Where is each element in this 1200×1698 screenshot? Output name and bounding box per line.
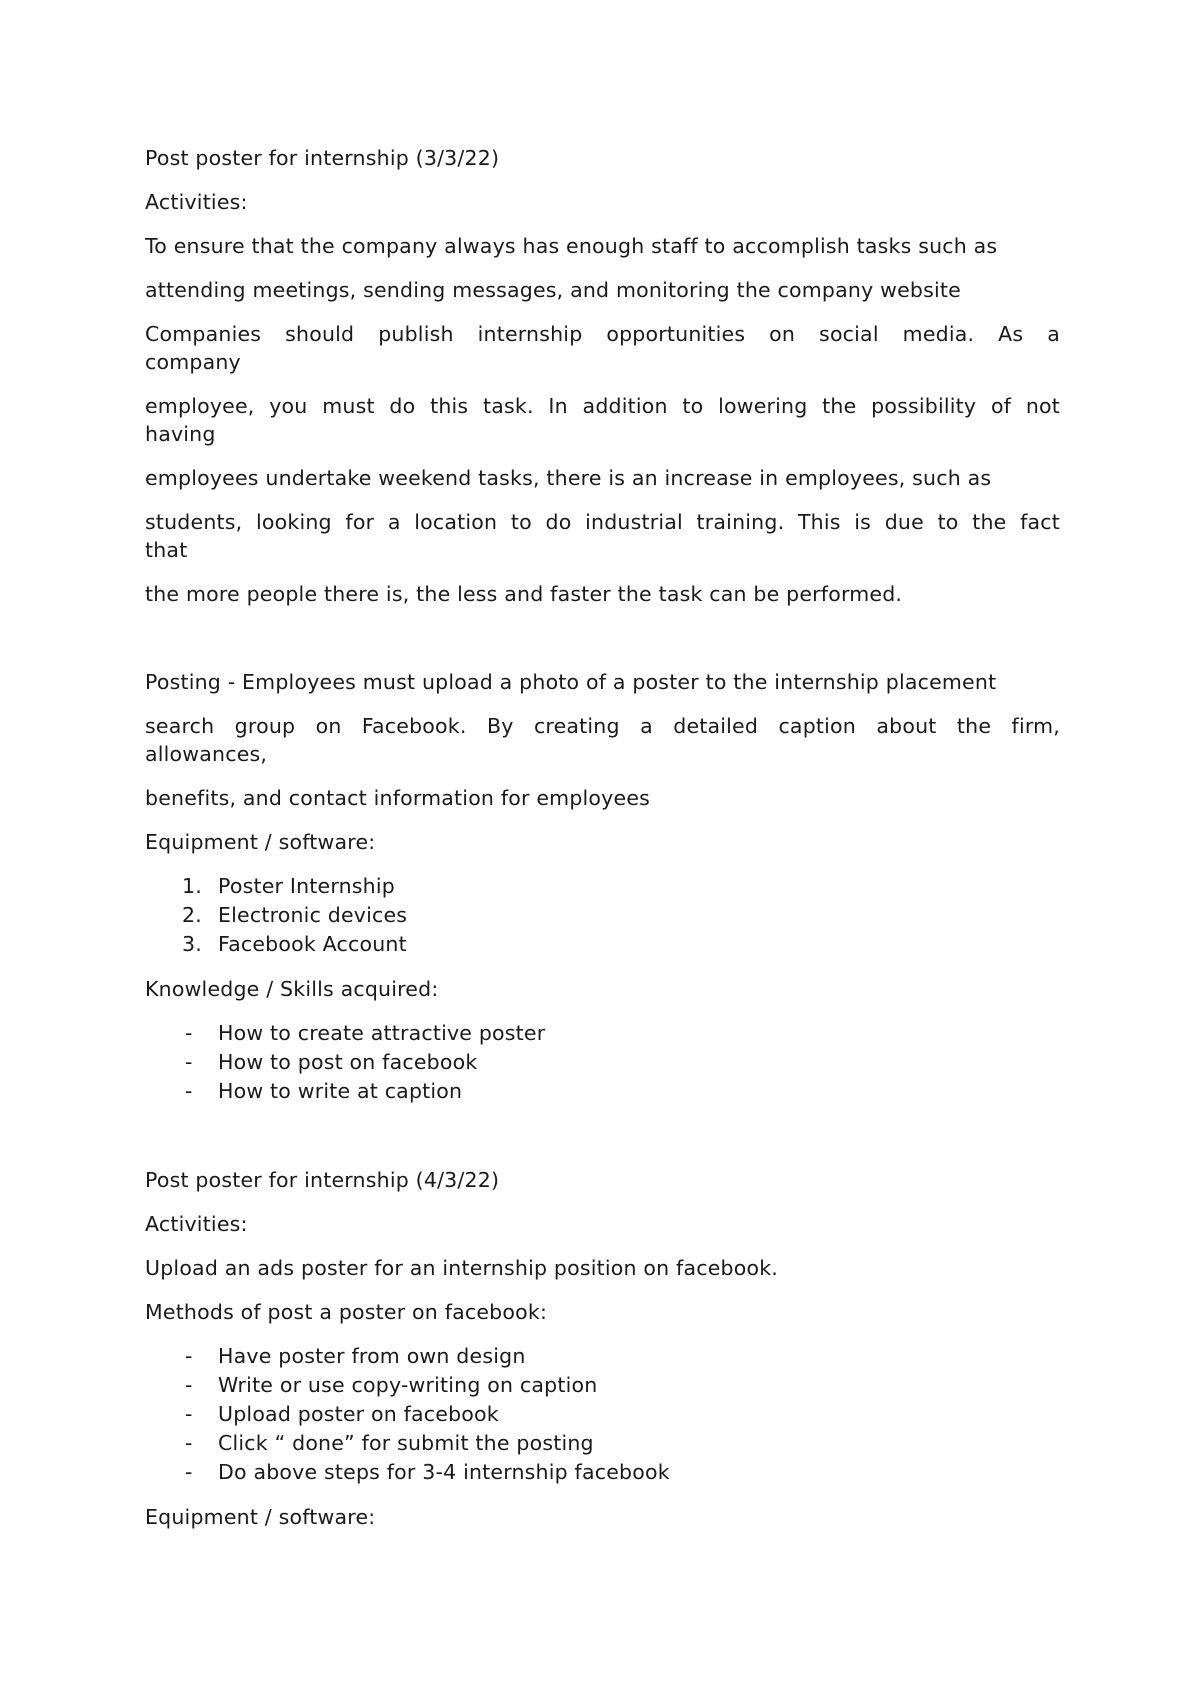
list-item: [145, 872, 1060, 901]
list-item: [145, 1077, 1060, 1106]
justified-paragraph: [145, 392, 1060, 448]
paragraph-text: having: [145, 422, 216, 446]
list-item: [145, 1458, 1060, 1487]
list-item-text: Click “ done” for submit the posting: [218, 1431, 594, 1455]
list-dash: -: [185, 1373, 193, 1397]
list-dash: -: [185, 1431, 193, 1455]
paragraph-text: students, looking for a location to do industrial training. This is due to the fact: [145, 510, 1060, 534]
list-dash: -: [185, 1079, 193, 1103]
list-item-text: Write or use copy-writing on caption: [218, 1373, 598, 1397]
blank-line: [145, 624, 1060, 668]
list-item: [145, 930, 1060, 959]
list-item-text: How to post on facebook: [218, 1050, 478, 1074]
list-dash: -: [185, 1402, 193, 1426]
paragraph-text: allowances,: [145, 742, 268, 766]
methods-list: [145, 1342, 1060, 1487]
list-item-text: How to write at caption: [218, 1079, 463, 1103]
list-dash: -: [185, 1460, 193, 1484]
paragraph-text: Companies should publish internship opportunities on social media. As a: [145, 322, 1060, 346]
equipment-label: Equipment / software:: [145, 1505, 376, 1529]
list-item: [145, 1019, 1060, 1048]
equipment-label: Equipment / software:: [145, 830, 376, 854]
paragraph-line: attending meetings, sending messages, and monitoring the company website: [145, 278, 961, 302]
list-item: [145, 901, 1060, 930]
list-item-text: Do above steps for 3-4 internship facebook: [218, 1460, 670, 1484]
paragraph-line: Posting - Employees must upload a photo of a poster to the internship placement: [145, 670, 997, 694]
list-item-text: Upload poster on facebook: [218, 1402, 499, 1426]
paragraph-text: company: [145, 350, 241, 374]
skills-list: [145, 1019, 1060, 1106]
document-page: [145, 144, 1060, 1547]
justified-paragraph: [145, 712, 1060, 768]
list-item-text: Electronic devices: [218, 903, 408, 927]
methods-label: Methods of post a poster on facebook:: [145, 1300, 548, 1324]
list-number: 2.: [182, 903, 202, 927]
paragraph-text: search group on Facebook. By creating a detailed caption about the firm,: [145, 714, 1060, 738]
list-item-text: Facebook Account: [218, 932, 407, 956]
list-item: [145, 1342, 1060, 1371]
list-dash: -: [185, 1050, 193, 1074]
list-item-text: Poster Internship: [218, 874, 395, 898]
list-dash: -: [185, 1344, 193, 1368]
skills-label: Knowledge / Skills acquired:: [145, 977, 439, 1001]
list-item: [145, 1371, 1060, 1400]
paragraph-text: that: [145, 538, 188, 562]
paragraph-line: benefits, and contact information for employees: [145, 786, 651, 810]
paragraph-line: Upload an ads poster for an internship position on facebook.: [145, 1256, 779, 1280]
blank-line: [145, 1122, 1060, 1166]
list-number: 3.: [182, 932, 202, 956]
list-item-text: How to create attractive poster: [218, 1021, 546, 1045]
list-item: [145, 1400, 1060, 1429]
paragraph-line: the more people there is, the less and faster the task can be performed.: [145, 582, 903, 606]
paragraph-line: To ensure that the company always has enough staff to accomplish tasks such as: [145, 234, 998, 258]
paragraph-text: employee, you must do this task. In addition to lowering the possibility of not: [145, 394, 1060, 418]
list-item: [145, 1429, 1060, 1458]
section-title: Post poster for internship (4/3/22): [145, 1168, 500, 1192]
list-number: 1.: [182, 874, 202, 898]
activities-label: Activities:: [145, 1212, 248, 1236]
paragraph-line: employees undertake weekend tasks, there is an increase in employees, such as: [145, 466, 992, 490]
equipment-list: [145, 872, 1060, 959]
list-dash: -: [185, 1021, 193, 1045]
list-item: [145, 1048, 1060, 1077]
justified-paragraph: [145, 320, 1060, 376]
list-item-text: Have poster from own design: [218, 1344, 526, 1368]
activities-label: Activities:: [145, 190, 248, 214]
justified-paragraph: [145, 508, 1060, 564]
section-title: Post poster for internship (3/3/22): [145, 146, 500, 170]
